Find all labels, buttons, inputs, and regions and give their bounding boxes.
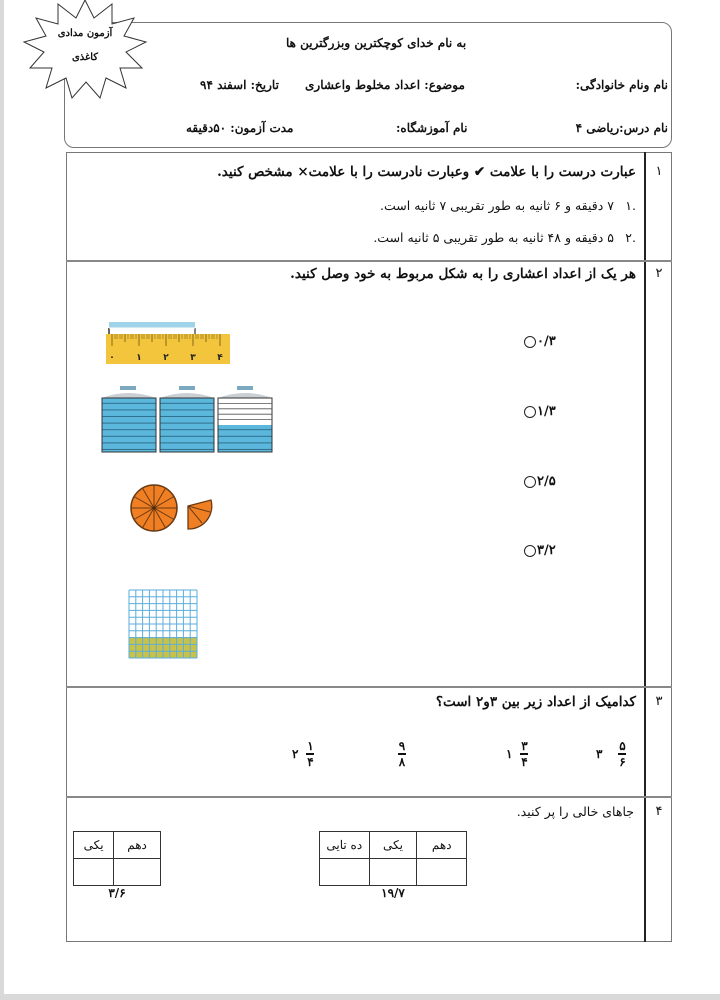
- orange-slices-figure: [128, 482, 218, 538]
- subject-label: نام درس:ریاضی ۴: [575, 121, 668, 135]
- radio-circle-icon[interactable]: [524, 545, 536, 557]
- question-4-title: جاهای خالی را پر کنید.: [516, 804, 634, 819]
- question-1-item-1: .۱۷ دقیقه و ۶ ثانیه به طور تقریبی ۷ ثانیه است.: [380, 198, 636, 213]
- exam-date: تاریخ: اسفند ۹۴: [200, 78, 279, 92]
- header-tens: ده تایی: [320, 832, 370, 859]
- svg-text:۲: ۲: [163, 353, 169, 363]
- table-caption: ۱۹/۷: [381, 886, 405, 900]
- table-caption: ۳/۶: [108, 886, 126, 900]
- question-2-title: هر یک از اعداد اعشاری را به شکل مربوط به خود وصل کنید.: [290, 266, 636, 282]
- option-1-3[interactable]: ۱/۳: [524, 404, 556, 419]
- choice-9-8[interactable]: $\frac{۹}{۸}$: [398, 739, 406, 769]
- blank-cell[interactable]: [417, 859, 467, 886]
- header-tenths: دهم: [114, 832, 161, 859]
- exam-topic: موضوع: اعداد مخلوط واعشاری: [305, 78, 465, 92]
- option-0-3[interactable]: ۰/۳: [524, 334, 556, 349]
- blank-cell[interactable]: [320, 859, 370, 886]
- choice-2-1-4[interactable]: ۲ $\frac{۱}{۴}$: [292, 739, 314, 769]
- blank-cell[interactable]: [369, 859, 417, 886]
- badge-line2: کاغذی: [71, 52, 99, 63]
- choice-1-3-4[interactable]: ۱ $\frac{۳}{۴}$: [506, 739, 528, 769]
- blank-cell[interactable]: [114, 859, 161, 886]
- choice-3-5-6[interactable]: ۳ $\frac{۵}{۶}$: [596, 739, 626, 769]
- water-tanks-figure: [100, 384, 276, 456]
- question-number: ۲: [655, 266, 663, 281]
- page-edge: [0, 994, 720, 1000]
- page-edge: [0, 0, 4, 1000]
- question-3-title: کدامیک از اعداد زیر بین ۳و۲ است؟: [435, 694, 636, 710]
- badge-line1: آزمون مدادی: [57, 28, 113, 39]
- question-1-title: عبارت درست را با علامت ✔ وعبارت نادرست را با علامت× مشخص کنید.: [217, 164, 636, 180]
- student-name-label: نام ونام خانوادگی:: [575, 78, 668, 92]
- question-number: ۳: [655, 694, 663, 709]
- radio-circle-icon[interactable]: [524, 336, 536, 348]
- row-divider: [66, 260, 672, 262]
- place-value-table-19-7: [319, 831, 467, 886]
- ruler-figure: [104, 320, 234, 368]
- radio-circle-icon[interactable]: [524, 406, 536, 418]
- svg-text:۱: ۱: [136, 353, 142, 363]
- svg-text:۴: ۴: [217, 353, 223, 363]
- number-column-divider: [644, 152, 646, 942]
- option-3-2[interactable]: ۳/۲: [524, 543, 556, 558]
- question-number: ۴: [655, 804, 663, 819]
- row-divider: [66, 796, 672, 798]
- row-divider: [66, 686, 672, 688]
- exam-title: به نام خدای کوچکترین وبزرگترین ها: [286, 36, 467, 50]
- radio-circle-icon[interactable]: [524, 476, 536, 488]
- exam-duration: مدت آزمون: ۵۰دقیقه: [186, 121, 294, 135]
- header-tenths: دهم: [417, 832, 467, 859]
- svg-text:۳: ۳: [190, 353, 196, 363]
- option-2-5[interactable]: ۲/۵: [524, 474, 556, 489]
- hundred-grid-figure: [128, 589, 198, 659]
- question-1-item-2: .۲۵ دقیقه و ۴۸ ثانیه به طور تقریبی ۵ ثانیه است.: [373, 230, 636, 245]
- svg-text:۰: ۰: [109, 353, 115, 363]
- header-ones: یکی: [74, 832, 114, 859]
- badge-star-icon: [22, 0, 148, 100]
- blank-cell[interactable]: [74, 859, 114, 886]
- place-value-table-3-6: [73, 831, 161, 886]
- header-ones: یکی: [369, 832, 417, 859]
- question-number: ۱: [655, 164, 663, 179]
- school-label: نام آموزشگاه:: [396, 121, 468, 135]
